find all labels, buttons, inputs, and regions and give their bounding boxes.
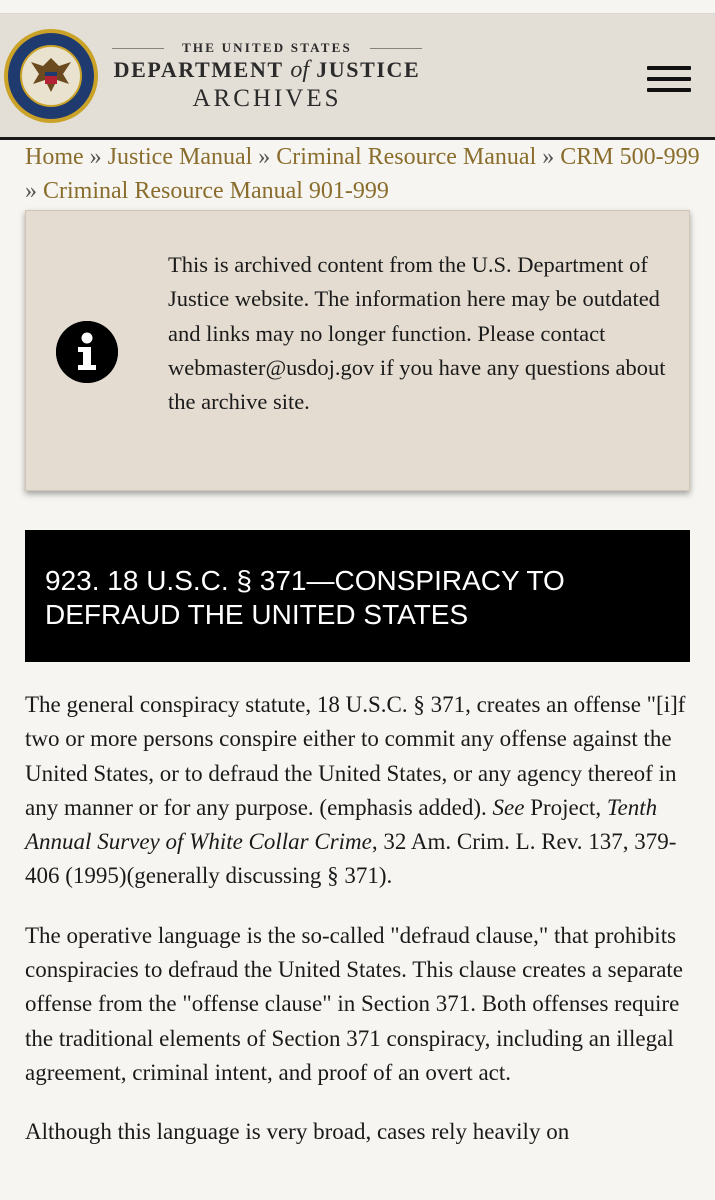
breadcrumb (25, 140, 700, 208)
logo-justice: JUSTICE (316, 57, 421, 82)
doj-seal-icon[interactable] (3, 28, 99, 124)
page-title: 923. 18 U.S.C. § 371—CONSPIRACY TO DEFRAUD THE UNITED STATES (25, 530, 690, 662)
breadcrumb-crm-500-999[interactable]: CRM 500-999 (560, 144, 700, 170)
breadcrumb-home[interactable]: Home (25, 144, 84, 170)
top-strip (0, 0, 715, 14)
breadcrumb-separator: » (89, 144, 102, 170)
breadcrumb-separator: » (25, 178, 37, 204)
hamburger-menu-icon[interactable] (647, 66, 691, 96)
paragraph-text: , 32 Am. Crim. L. Rev. 137, 379-406 (1995)(generally discussing § 371). (25, 829, 677, 889)
citation-title: Tenth Annual Survey of White Collar Crime (25, 794, 658, 855)
breadcrumb-separator: » (258, 144, 271, 170)
article-paragraph: The operative language is the so-called "defraud clause," that prohibits conspiracies to defraud the United States. This clause creates a separate offense from the "offense clause" in Section 371. Both offenses require the traditional elements of Section 371 conspiracy, including an illegal agreement, criminal intent, and proof of an overt act. (25, 922, 684, 1085)
site-logo[interactable] (108, 40, 426, 113)
citation-see: See (492, 794, 525, 820)
menu-bar (647, 77, 691, 81)
paragraph-text: Project, (524, 794, 607, 820)
archive-notice (25, 210, 690, 491)
menu-bar (647, 88, 691, 92)
article-body (25, 688, 695, 1175)
breadcrumb-crm-901-999[interactable]: Criminal Resource Manual 901-999 (43, 178, 389, 204)
breadcrumb-criminal-resource-manual[interactable]: Criminal Resource Manual (276, 144, 537, 170)
article-paragraph: Although this language is very broad, cases rely heavily on (25, 1119, 570, 1145)
info-icon (56, 321, 118, 383)
logo-line-middle (108, 57, 426, 84)
breadcrumb-justice-manual[interactable]: Justice Manual (107, 144, 253, 170)
logo-department: DEPARTMENT (113, 57, 284, 82)
logo-of: of (290, 57, 310, 83)
logo-line-bottom: ARCHIVES (192, 85, 342, 112)
menu-bar (647, 66, 691, 70)
archive-notice-text: This is archived content from the U.S. Department of Justice website. The information here may be outdated and links may no longer function. Please contact webmaster@usdoj.gov if you have any questions about the archive site. (168, 252, 666, 415)
paragraph-text: The general conspiracy statute, 18 U.S.C. § 371, creates an offense "[i]f two or more persons conspire either to commit any offense against the United States, or to defraud the United States, or any agency thereof in any manner or for any purpose. (emphasis added). (25, 692, 686, 820)
article-paragraph (25, 688, 695, 894)
breadcrumb-separator: » (542, 144, 555, 170)
site-header (0, 14, 715, 140)
logo-line-top: THE UNITED STATES (108, 40, 426, 56)
